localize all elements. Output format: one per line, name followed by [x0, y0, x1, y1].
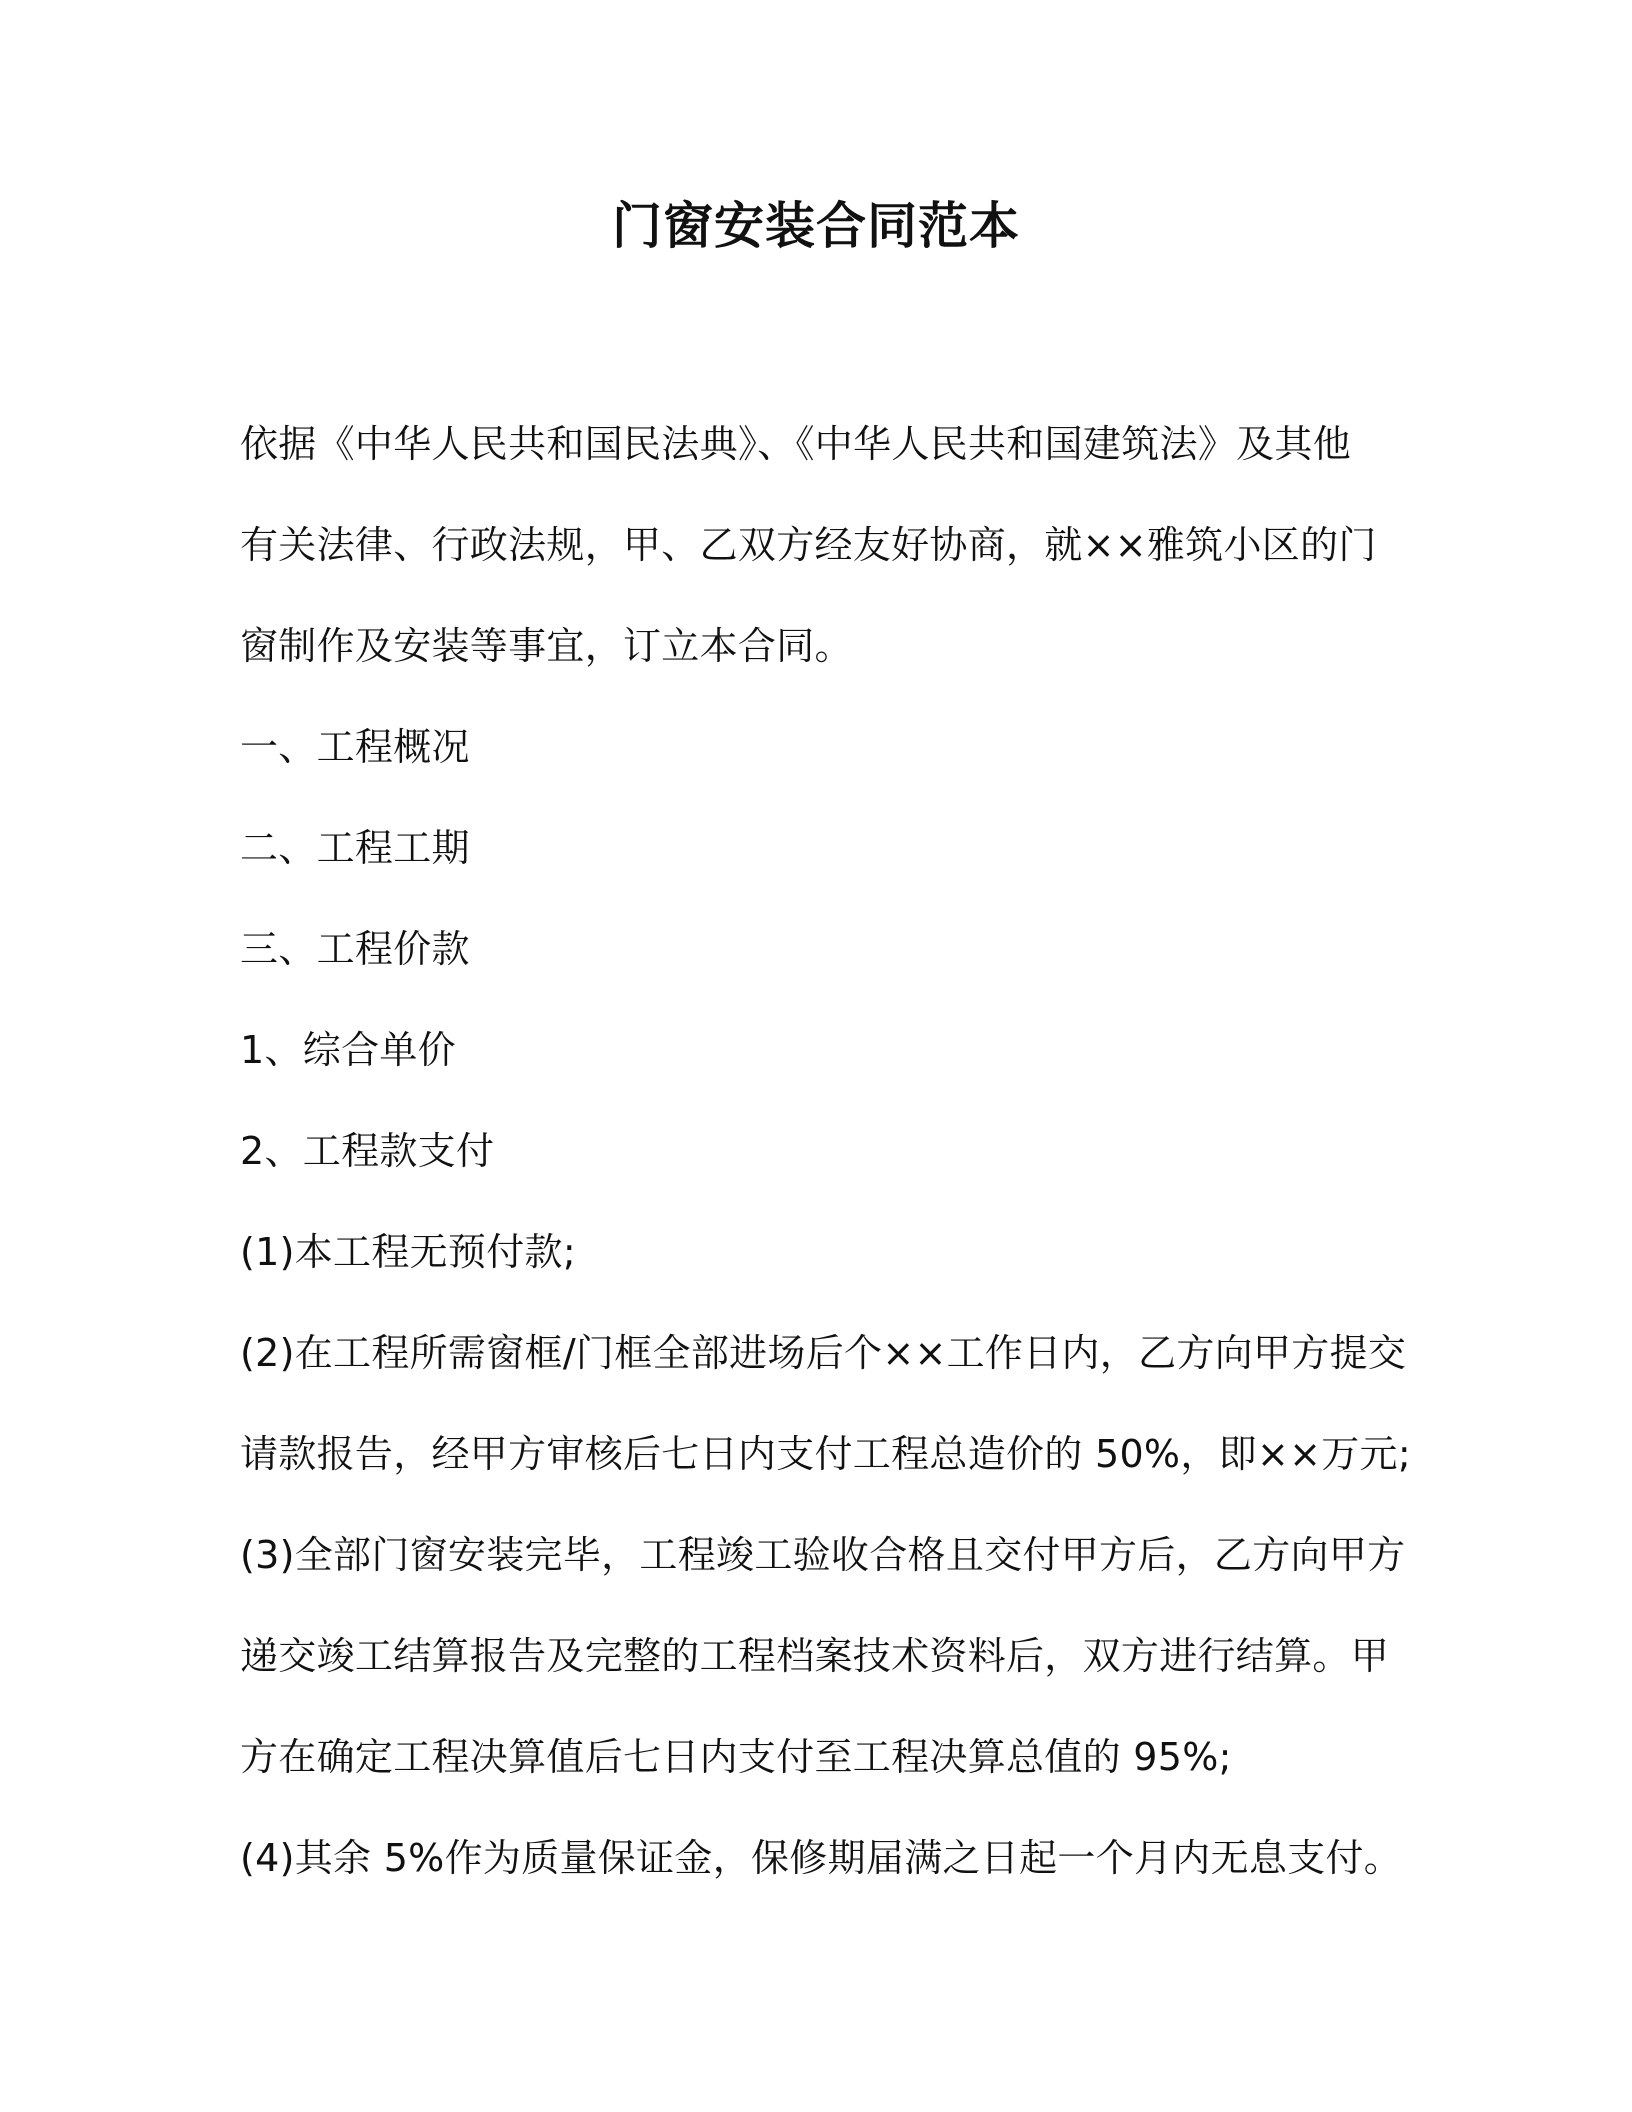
- section-heading-overview: 一、工程概况: [240, 725, 470, 769]
- payment-item-4: (4)其余 5%作为质量保证金，保修期届满之日起一个月内无息支付。: [240, 1836, 1403, 1880]
- payment-item-3-line-2: 递交竣工结算报告及完整的工程档案技术资料后，双方进行结算。甲: [240, 1634, 1390, 1678]
- intro-line-1: 依据《中华人民共和国民法典》、《中华人民共和国建筑法》及其他: [240, 422, 1352, 466]
- intro-line-3: 窗制作及安装等事宜，订立本合同。: [240, 624, 853, 668]
- payment-item-2-line-2: 请款报告，经甲方审核后七日内支付工程总造价的 50%，即××万元;: [240, 1432, 1411, 1476]
- payment-item-2-line-1: (2)在工程所需窗框/门框全部进场后个××工作日内，乙方向甲方提交: [240, 1331, 1407, 1375]
- intro-line-2: 有关法律、行政法规，甲、乙双方经友好协商，就××雅筑小区的门: [240, 523, 1377, 567]
- section-heading-price: 三、工程价款: [240, 927, 470, 971]
- payment-item-3-line-3: 方在确定工程决算值后七日内支付至工程决算总值的 95%;: [240, 1735, 1232, 1779]
- payment-item-3-line-1: (3)全部门窗安装完毕，工程竣工验收合格且交付甲方后，乙方向甲方: [240, 1533, 1406, 1577]
- section-heading-duration: 二、工程工期: [240, 826, 470, 870]
- document-title: 门窗安装合同范本: [612, 197, 1020, 255]
- payment-item-1: (1)本工程无预付款;: [240, 1230, 576, 1274]
- document-body: [240, 408, 1411, 1923]
- subsection-unit-price: 1、综合单价: [240, 1028, 456, 1072]
- subsection-payment: 2、工程款支付: [240, 1129, 495, 1173]
